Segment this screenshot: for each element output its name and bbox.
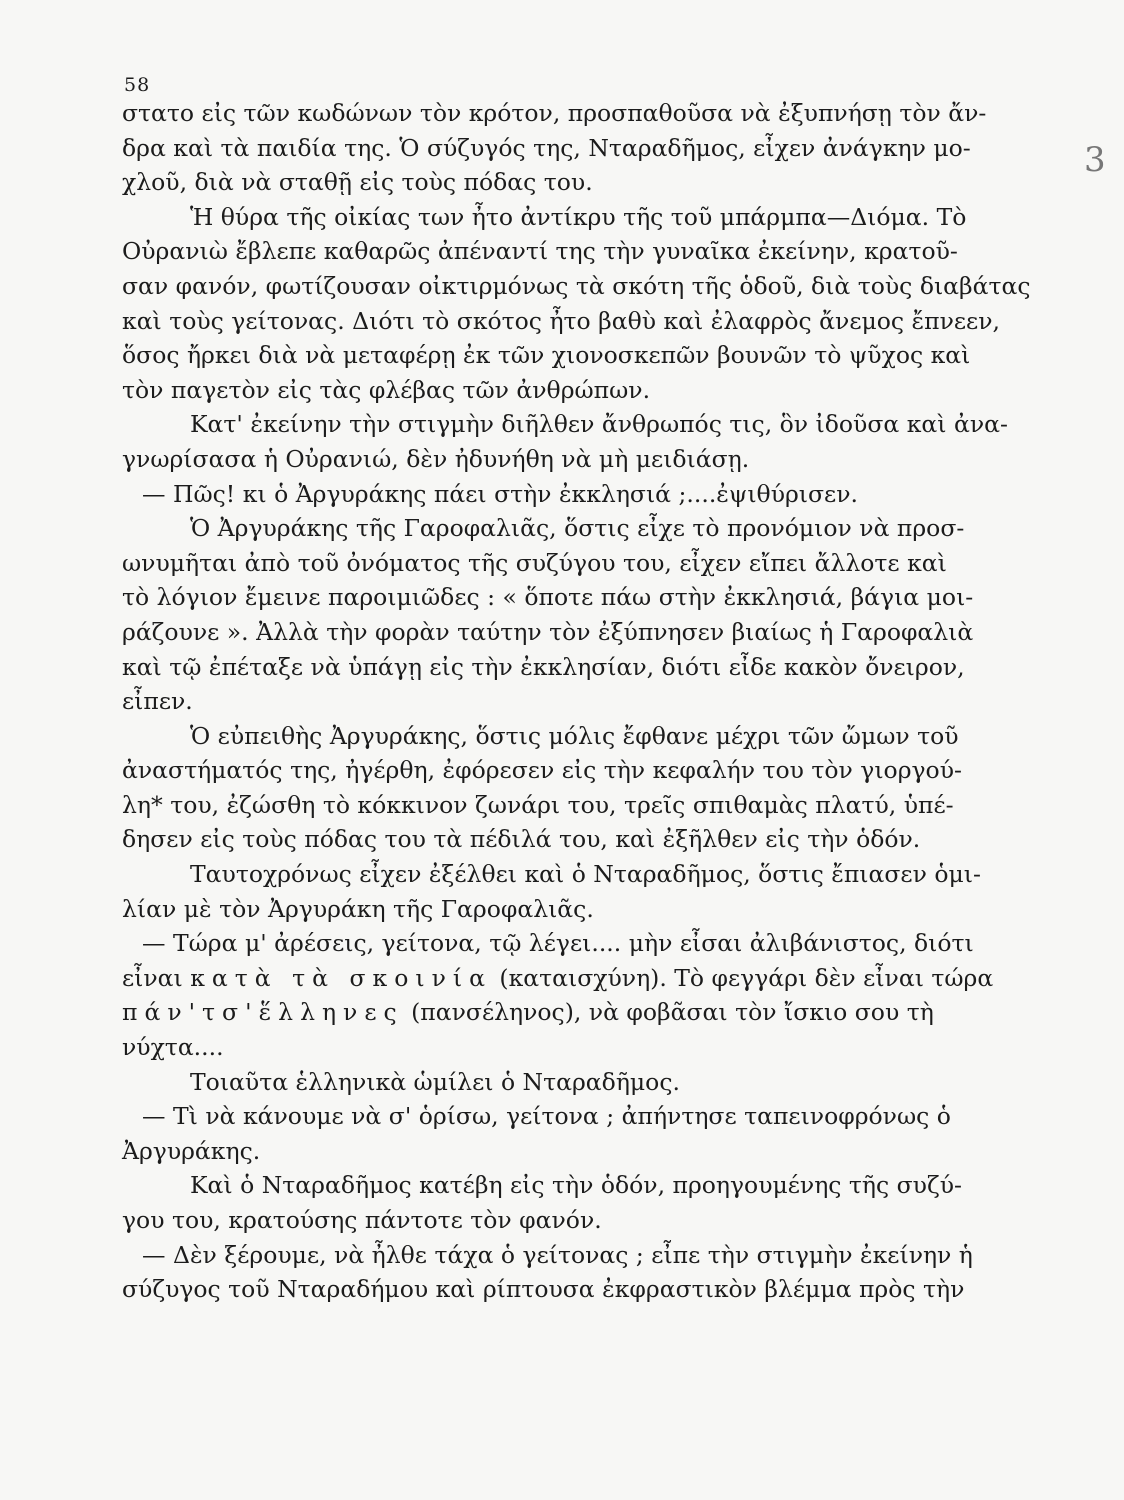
text-line: καὶ τοὺς γείτονας. Διότι τὸ σκότος ἦτο βαθὺ καὶ ἐλαφρὸς ἄνεμος ἔπνεεν, [122, 306, 1000, 335]
text-line: Ὁ Ἀργυράκης τῆς Γαροφαλιᾶς, ὅστις εἶχε τὸ προνόμιον νὰ προσ- [190, 514, 965, 543]
text-line: χλοῦ, διὰ νὰ σταθῇ εἰς τοὺς πόδας του. [122, 168, 593, 197]
text-segment: εἶναι [122, 963, 191, 992]
text-line: — Δὲν ξέρουμε, νὰ ἦλθε τάχα ὁ γείτονας ; εἶπε τὴν στιγμὴν ἐκείνην ἡ [142, 1240, 973, 1269]
text-line: καὶ τῷ ἐπέταξε νὰ ὑπάγῃ εἰς τὴν ἐκκλησίαν, διότι εἶδε κακὸν ὄνειρον, [122, 652, 965, 681]
text-line: δρα καὶ τὰ παιδία της. Ὁ σύζυγός της, Νταραδῆμος, εἶχεν ἀνάγκην μο- [122, 133, 971, 162]
text-segment: (καταισχύνη). Τὸ φεγγάρι δὲν εἶναι τώρα [491, 963, 994, 992]
text-line: τὸν παγετὸν εἰς τὰς φλέβας τῶν ἀνθρώπων. [122, 375, 651, 404]
text-line: Τοιαῦτα ἑλληνικὰ ὡμίλει ὁ Νταραδῆμος. [190, 1067, 680, 1096]
text-line: — Τὶ νὰ κάνουμε νὰ σ' ὁρίσω, γείτονα ; ἀπήντησε ταπεινοφρόνως ὁ [142, 1102, 951, 1131]
page-number: 58 [124, 74, 151, 96]
text-line: Ταυτοχρόνως εἶχεν ἐξέλθει καὶ ὁ Νταραδῆμος, ὅστις ἔπιασεν ὁμι- [190, 860, 981, 889]
text-line: τὸ λόγιον ἔμεινε παροιμιῶδες : « ὅποτε πάω στὴν ἐκκλησιά, βάγια μοι- [122, 583, 974, 612]
text-line: στατο εἰς τῶν κωδώνων τὸν κρότον, προσπαθοῦσα νὰ ἐξυπνήσῃ τὸν ἄν- [122, 99, 987, 127]
text-segment: (πανσέληνος), νὰ φοβᾶσαι τὸν ἴσκιο σου τὴ [403, 998, 934, 1027]
text-line: γου του, κρατούσης πάντοτε τὸν φανόν. [122, 1206, 602, 1234]
text-line: ωνυμῆται ἀπὸ τοῦ ὀνόματος τῆς συζύγου του, εἶχεν εἴπει ἄλλοτε καὶ [122, 548, 947, 577]
text-line: Κατ' ἐκείνην τὴν στιγμὴν διῆλθεν ἄνθρωπός τις, ὃν ἰδοῦσα καὶ ἀνα- [190, 410, 1008, 439]
text-line: ἀναστήματός της, ἠγέρθη, ἐφόρεσεν εἰς τὴν κεφαλήν του τὸν γιοργού- [122, 756, 962, 785]
text-line: δησεν εἰς τοὺς πόδας του τὰ πέδιλά του, καὶ ἐξῆλθεν εἰς τὴν ὁδόν. [122, 825, 921, 854]
text-line: Ἀργυράκης. [122, 1136, 261, 1165]
text-line: ὅσος ἤρκει διὰ νὰ μεταφέρῃ ἐκ τῶν χιονοσκεπῶν βουνῶν τὸ ψῦχος καὶ [122, 341, 971, 370]
spaced-phrase: πάν'τσ'ἕλληνες [122, 998, 404, 1027]
text-line: — Τώρα μ' ἀρέσεις, γείτονα, τῷ λέγει.... μὴν εἶσαι ἀλιβάνιστος, διότι [142, 929, 974, 958]
text-line: λίαν μὲ τὸν Ἀργυράκη τῆς Γαροφαλιᾶς. [122, 894, 594, 923]
text-line: Οὐρανιὼ ἔβλεπε καθαρῶς ἀπέναντί της τὴν γυναῖκα ἐκείνην, κρατοῦ- [122, 237, 958, 266]
text-line: Καὶ ὁ Νταραδῆμος κατέβη εἰς τὴν ὁδόν, προηγουμένης τῆς συζύ- [190, 1171, 962, 1200]
text-line: εἶπεν. [122, 687, 193, 716]
body-text [122, 96, 1031, 1307]
text-line [122, 961, 1002, 996]
spaced-phrase: κατὰ τὰ σκοινία [190, 963, 492, 992]
text-line: ράζουνε ». Ἀλλὰ τὴν φορὰν ταύτην τὸν ἐξύπνησεν βιαίως ἡ Γαροφαλιὰ [122, 617, 974, 646]
text-line: σαν φανόν, φωτίζουσαν οἰκτιρμόνως τὰ σκότη τῆς ὁδοῦ, διὰ τοὺς διαβάτας [122, 271, 1031, 300]
text-line: Ὁ εὐπειθὴς Ἀργυράκης, ὅστις μόλις ἔφθανε μέχρι τῶν ὤμων τοῦ [190, 721, 959, 750]
text-line: — Πῶς! κι ὁ Ἀργυράκης πάει στὴν ἐκκλησιά ;....ἐψιθύρισεν. [142, 479, 858, 508]
text-line: γνωρίσασα ἡ Οὐρανιώ, δὲν ἠδυνήθη νὰ μὴ μειδιάσῃ. [122, 444, 750, 473]
margin-note: 3 [1084, 140, 1106, 180]
text-line: λη* του, ἐζώσθη τὸ κόκκινον ζωνάρι του, τρεῖς σπιθαμὰς πλατύ, ὑπέ- [122, 790, 954, 819]
text-line: Ἡ θύρα τῆς οἰκίας των ἦτο ἀντίκρυ τῆς τοῦ μπάρμπα—Διόμα. Τὸ [190, 202, 967, 231]
text-line [122, 995, 1002, 1030]
text-line: σύζυγος τοῦ Νταραδήμου καὶ ρίπτουσα ἐκφραστικὸν βλέμμα πρὸς τὴν [122, 1275, 965, 1304]
text-line: νύχτα.... [122, 1033, 224, 1062]
